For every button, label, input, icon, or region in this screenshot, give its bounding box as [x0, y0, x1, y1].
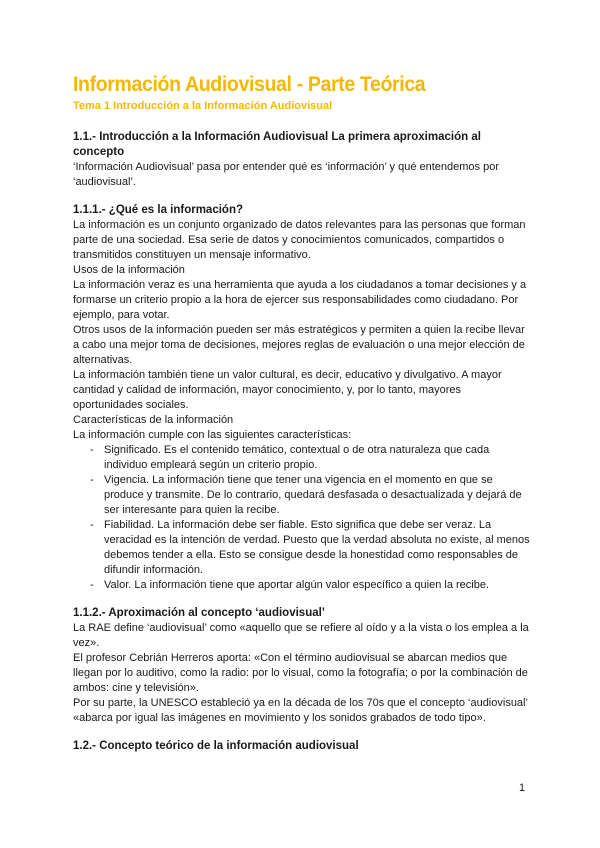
- list-item-text: Valor. La información tiene que aportar algún valor específico a quien la recibe.: [104, 579, 490, 591]
- bullet-dash: -: [90, 579, 94, 591]
- list-item: [73, 473, 531, 518]
- list-item-text: Vigencia. La información tiene que tener una vigencia en el momento en que se produce y transmite. De lo contrario, quedará desfasada o desactualizada y dejará de ser interesante para quien la recibe.: [104, 474, 522, 516]
- section-1-1-body: ‘Información Audiovisual’ pasa por entender qué es ‘información’ y qué entendemos por ‘audiovisual’.: [73, 161, 499, 188]
- list-item: [73, 578, 531, 593]
- bullet-dash: -: [90, 444, 94, 456]
- section-1-2-heading: 1.2.- Concepto teórico de la información audiovisual: [73, 740, 359, 752]
- paragraph: La información es un conjunto organizado de datos relevantes para las personas que forman parte de una sociedad. Esa serie de datos y conocimientos comunicados, compartidos o transmitidos constituyen un mensaje informativo.: [73, 219, 526, 261]
- paragraph: La información también tiene un valor cultural, es decir, educativo y divulgativo. A mayor cantidad y calidad de información, mayor conocimiento, y, por lo tanto, mayores oportunidades sociales.: [73, 369, 502, 411]
- bullet-dash: -: [90, 519, 94, 531]
- bullet-dash: -: [90, 474, 94, 486]
- paragraph: La información cumple con las siguientes características:: [73, 429, 352, 441]
- list-item: [73, 443, 531, 473]
- paragraph: Por su parte, la UNESCO estableció ya en la década de los 70s que el concepto ‘audiovisual’ «abarca por igual las imágenes en movimiento y los sonidos grabados de todo tipo».: [73, 697, 528, 724]
- characteristics-list: [73, 443, 531, 593]
- subheading-usos: Usos de la información: [73, 264, 185, 276]
- section-1-1-1-heading: 1.1.1.- ¿Qué es la información?: [73, 204, 243, 216]
- page-number: 1: [519, 782, 526, 794]
- list-item: [73, 518, 531, 578]
- document-subtitle: Tema 1 Introducción a la Información Audiovisual: [73, 100, 333, 112]
- paragraph: El profesor Cebrián Herreros aporta: «Con el término audiovisual se abarcan medios que llegan por lo auditivo, como la radio: por lo visual, como la fotografía; o por la combinación de ambos: cine y televisión».: [73, 652, 528, 694]
- list-item-text: Fiabilidad. La información debe ser fiable. Esto significa que debe ser veraz. La veracidad es la intención de verdad. Puesto que la verdad absoluta no existe, al menos debemos tender a ella. Esto se consigue desde la honestidad como responsables de difundir información.: [104, 519, 530, 576]
- subheading-caracteristicas: Características de la información: [73, 414, 234, 426]
- list-item-text: Significado. Es el contenido temático, contextual o de otra naturaleza que cada individuo empleará según un criterio propio.: [104, 444, 490, 471]
- paragraph: La RAE define ‘audiovisual’ como «aquello que se refiere al oído y a la vista o los emplea a la vez».: [73, 622, 529, 649]
- document-page: [73, 72, 531, 754]
- section-1-1-2-heading: 1.1.2.- Aproximación al concepto ‘audiovisual’: [73, 607, 326, 619]
- paragraph: La información veraz es una herramienta que ayuda a los ciudadanos a tomar decisiones y a formarse un criterio propio a la hora de ejercer sus responsabilidades como ciudadano. Por ejemplo, para votar.: [73, 279, 527, 321]
- paragraph: Otros usos de la información pueden ser más estratégicos y permiten a quien la recibe llevar a cabo una mejor toma de decisiones, mejores reglas de evaluación o una mejor elección de alternativas.: [73, 324, 525, 366]
- document-title: Información Audiovisual - Parte Teórica: [73, 73, 426, 96]
- section-1-1-heading: 1.1.- Introducción a la Información Audiovisual La primera aproximación al concepto: [73, 131, 481, 158]
